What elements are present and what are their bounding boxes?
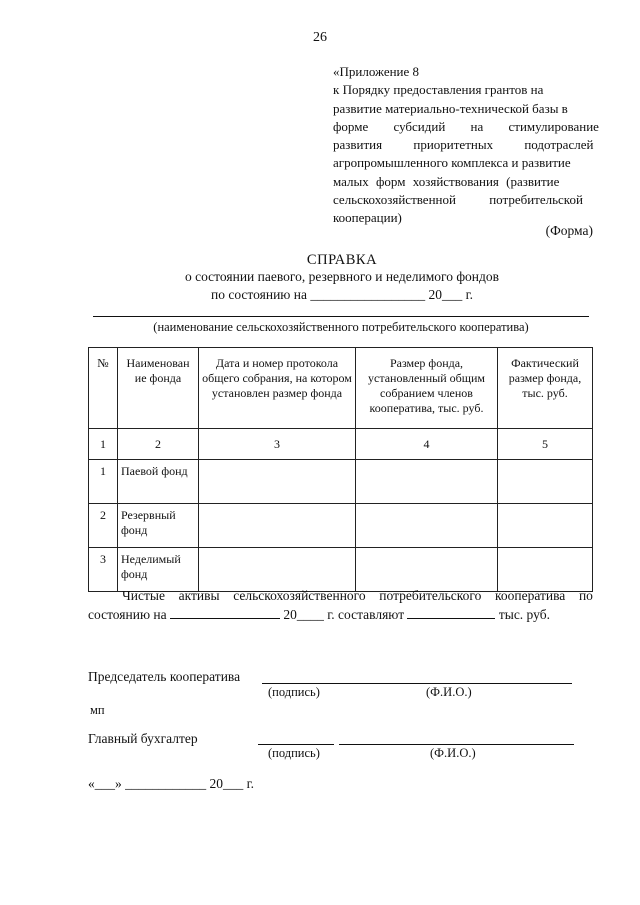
row-set-size-cell[interactable] xyxy=(356,548,498,592)
fio-caption: (Ф.И.О.) xyxy=(430,746,476,760)
row-fund-name: Резервный фонд xyxy=(118,504,199,548)
header-number: № xyxy=(89,348,118,429)
net-word: по xyxy=(578,588,593,603)
appendix-line: сельскохозяйственной потребительской xyxy=(333,192,583,208)
date-line xyxy=(88,776,254,792)
row-actual-size-cell[interactable] xyxy=(498,548,593,592)
row-protocol-cell[interactable] xyxy=(199,548,356,592)
net-assets-line-2 xyxy=(88,605,593,624)
net-year: 20____ г. составляют xyxy=(283,607,405,622)
row-set-size-cell[interactable] xyxy=(356,504,498,548)
document-title: СПРАВКА xyxy=(306,252,378,268)
date-month[interactable]: ____________ xyxy=(125,776,207,791)
appendix-line: к Порядку предоставления грантов на xyxy=(333,82,544,98)
table-row xyxy=(89,504,593,548)
date-day[interactable]: «___» xyxy=(88,776,122,791)
as-of-blank[interactable]: _________________ xyxy=(310,287,426,302)
chairman-label: Председатель кооператива xyxy=(88,669,241,684)
row-protocol-cell[interactable] xyxy=(199,460,356,504)
header-protocol: Дата и номер протокола общего собрания, на котором установлен размер фонда xyxy=(199,348,356,429)
coop-name-field[interactable] xyxy=(93,316,589,317)
net-word: кооператива xyxy=(495,588,566,603)
accountant-label: Главный бухгалтер xyxy=(88,731,198,746)
header-set-size: Размер фонда, установленный общим собранием членов кооператива, тыс. руб. xyxy=(356,348,498,429)
appendix-line: малых форм хозяйствования (развитие xyxy=(333,173,560,189)
signature-caption: (подпись) xyxy=(268,685,320,699)
table-row xyxy=(89,460,593,504)
appendix-line: кооперации) xyxy=(333,210,402,226)
column-number: 5 xyxy=(498,429,593,460)
row-number: 1 xyxy=(89,460,118,504)
net-as-of: состоянию на xyxy=(88,607,167,622)
chairman-signature-line[interactable] xyxy=(262,683,572,684)
net-word: Чистые xyxy=(122,588,165,603)
accountant-fio-line[interactable] xyxy=(339,744,574,745)
signature-caption: (подпись) xyxy=(268,746,320,760)
table-column-numbers xyxy=(89,429,593,460)
net-date-blank[interactable] xyxy=(170,606,280,619)
row-actual-size-cell[interactable] xyxy=(498,460,593,504)
accountant-signature-line[interactable] xyxy=(258,744,334,745)
column-number: 4 xyxy=(356,429,498,460)
row-number: 2 xyxy=(89,504,118,548)
row-actual-size-cell[interactable] xyxy=(498,504,593,548)
stamp-place-label: мп xyxy=(90,703,105,717)
net-assets-line-1 xyxy=(88,586,593,605)
row-fund-name: Паевой фонд xyxy=(118,460,199,504)
net-word: сельскохозяйственного xyxy=(233,588,366,603)
row-fund-name: Неделимый фонд xyxy=(118,548,199,592)
row-number: 3 xyxy=(89,548,118,592)
table-header-row xyxy=(89,348,593,429)
row-set-size-cell[interactable] xyxy=(356,460,498,504)
appendix-line: «Приложение 8 xyxy=(333,64,420,79)
document-subtitle: о состоянии паевого, резервного и неделимого фондов xyxy=(184,269,500,284)
appendix-line: развитие материально-технической базы в xyxy=(333,100,568,116)
date-year: 20___ г. xyxy=(209,776,255,791)
net-word: потребительского xyxy=(379,588,482,603)
table-row xyxy=(89,548,593,592)
appendix-line: форме субсидий на стимулирование xyxy=(333,118,599,134)
column-number: 2 xyxy=(118,429,199,460)
row-protocol-cell[interactable] xyxy=(199,504,356,548)
fio-caption: (Ф.И.О.) xyxy=(426,685,472,699)
net-amount-blank[interactable] xyxy=(407,606,495,619)
column-number: 3 xyxy=(199,429,356,460)
as-of-date-line xyxy=(0,287,640,303)
net-assets-statement xyxy=(88,586,593,624)
form-label: (Форма) xyxy=(545,223,593,238)
as-of-prefix: по состоянию на xyxy=(211,287,307,302)
appendix-line: развития приоритетных подотраслей xyxy=(333,137,594,153)
coop-name-caption: (наименование сельскохозяйственного потребительского кооператива) xyxy=(153,320,529,334)
header-actual-size: Фактический размер фонда, тыс. руб. xyxy=(498,348,593,429)
header-fund-name: Наименован ие фонда xyxy=(118,348,199,429)
column-number: 1 xyxy=(89,429,118,460)
as-of-year: 20___ г. xyxy=(428,287,473,302)
page-number: 26 xyxy=(313,30,327,45)
net-unit: тыс. руб. xyxy=(498,607,550,622)
funds-table xyxy=(88,347,593,592)
appendix-line: агропромышленного комплекса и развитие xyxy=(333,155,571,171)
net-word: активы xyxy=(178,588,220,603)
appendix-header xyxy=(333,63,599,228)
